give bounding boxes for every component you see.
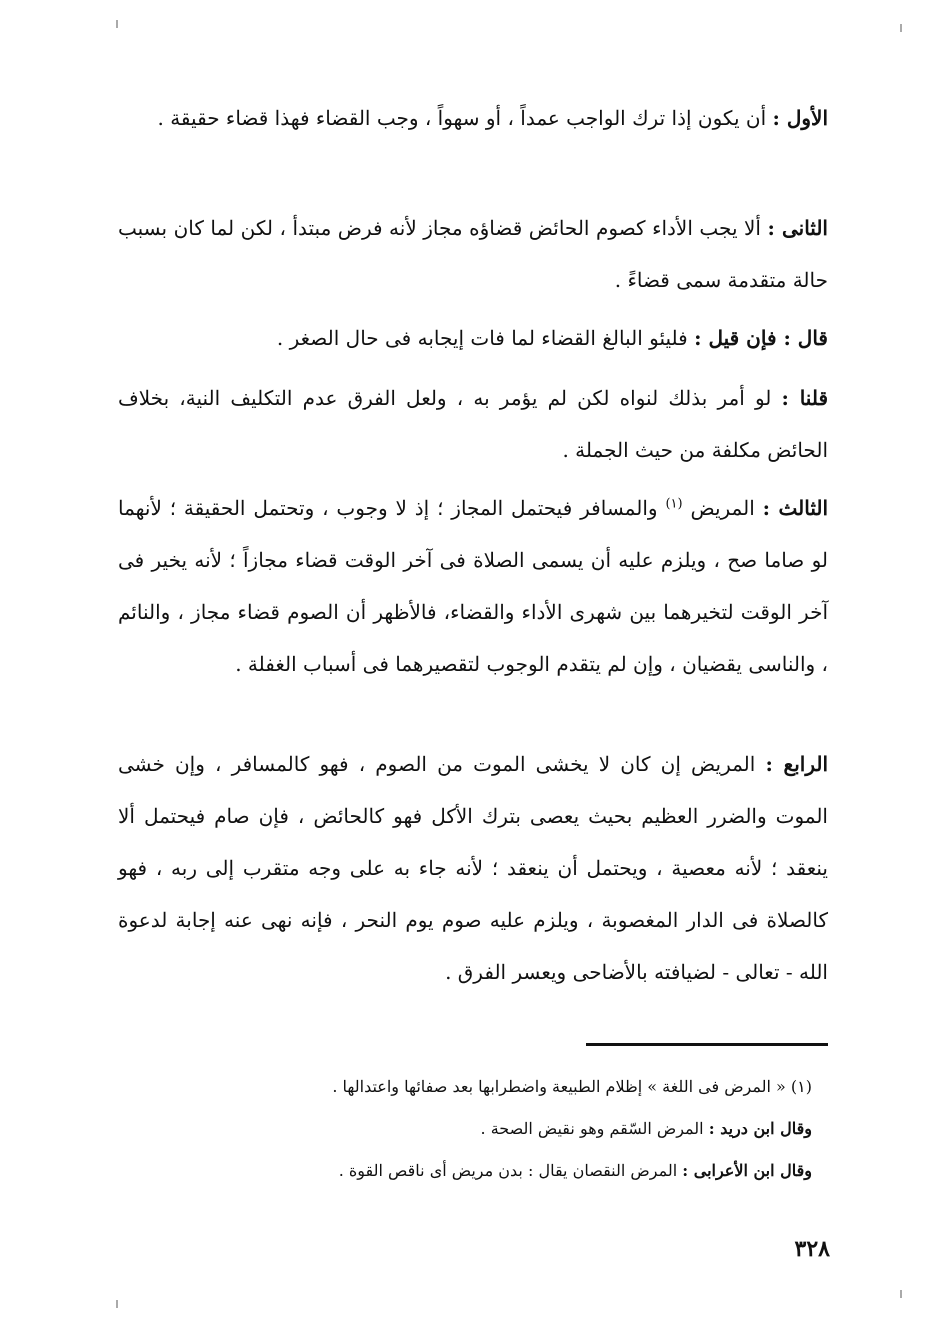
footnotes xyxy=(200,1066,812,1192)
paragraph-lead: الثالث : xyxy=(762,496,829,520)
paragraph-objection xyxy=(118,312,828,364)
scan-mark xyxy=(116,1300,118,1308)
paragraph-lead: الأول : xyxy=(772,106,828,130)
footnote-separator xyxy=(586,1043,828,1046)
paragraph-text: فليئو البالغ القضاء لما فات إيجابه فى حال الصغر . xyxy=(276,326,688,350)
paragraph-reply xyxy=(118,372,828,476)
paragraph-lead: قال : فإن قيل : xyxy=(694,326,828,350)
paragraph-lead: الثانى : xyxy=(767,216,828,240)
paragraph-third xyxy=(118,482,828,690)
paragraph-text: ألا يجب الأداء كصوم الحائض قضاؤه مجاز لأنه فرض مبتدأ ، لكن لما كان بسبب حالة متقدمة سمى قضاءً . xyxy=(118,216,828,292)
footnote-reference[interactable]: (١) xyxy=(665,496,683,512)
footnote-lead: وقال ابن دريد : xyxy=(708,1119,812,1138)
footnote-line xyxy=(200,1108,812,1150)
paragraph-text: والمسافر فيحتمل المجاز ؛ إذ لا وجوب ، وتحتمل الحقيقة ؛ لأنهما لو صاما صح ، ويلزم عليه أن يسمى الصلاة فى آخر الوقت قضاء مجازاً ؛ لأنه يخير فى آخر الوقت لتخيرهما بين شهرى الأداء والقضاء، فالأظهر أن الصوم قضاء مجاز ، والنائم ، والناسى يقضيان ، وإن لم يتقدم الوجوب لتقصيرهما فى أسباب الغفلة . xyxy=(118,496,828,676)
page-number: ٣٢٨ xyxy=(794,1236,830,1262)
scan-mark xyxy=(116,20,118,28)
paragraph-text: المريض إن كان لا يخشى الموت من الصوم ، فهو كالمسافر ، وإن خشى الموت والضرر العظيم بحيث يعصى بترك الأكل فهو كالحائض ، فإن صام فيحتمل ألا ينعقد ؛ لأنه معصية ، ويحتمل أن ينعقد ؛ لأنه جاء به على وجه متقرب إلى ربه ، فهو كالصلاة فى الدار المغصوبة ، ويلزم عليه صوم يوم النحر ، فإنه نهى عنه إجابة لدعوة الله - تعالى - لضيافته بالأضاحى ويعسر الفرق . xyxy=(118,752,828,984)
scan-mark xyxy=(900,24,902,32)
paragraph-text-start: المريض xyxy=(690,496,755,520)
paragraph-lead: قلنا : xyxy=(781,386,829,410)
paragraph-text: أن يكون إذا ترك الواجب عمداً ، أو سهواً ، وجب القضاء فهذا قضاء حقيقة . xyxy=(157,106,767,130)
footnote-text: المرض النقصان يقال : بدن مريض أى ناقص القوة . xyxy=(338,1161,678,1180)
footnote-line xyxy=(200,1066,812,1108)
paragraph-lead: الرابع : xyxy=(765,752,829,776)
paragraph-first xyxy=(118,92,828,144)
footnote-text: المرض السّقم وهو نقيض الصحة . xyxy=(480,1119,704,1138)
footnote-text: « المرض فى اللغة » إظلام الطبيعة واضطرابها بعد صفائها واعتدالها . xyxy=(332,1077,786,1096)
footnote-number: (١) xyxy=(790,1077,812,1096)
paragraph-text: لو أمر بذلك لنواه لكن لم يؤمر به ، ولعل الفرق عدم التكليف النية، بخلاف الحائض مكلفة من حيث الجملة . xyxy=(118,386,828,462)
paragraph-second xyxy=(118,202,828,306)
footnote-line xyxy=(200,1150,812,1192)
scan-mark xyxy=(900,1290,902,1298)
paragraph-fourth xyxy=(118,738,828,998)
footnote-lead: وقال ابن الأعرابى : xyxy=(682,1161,812,1180)
